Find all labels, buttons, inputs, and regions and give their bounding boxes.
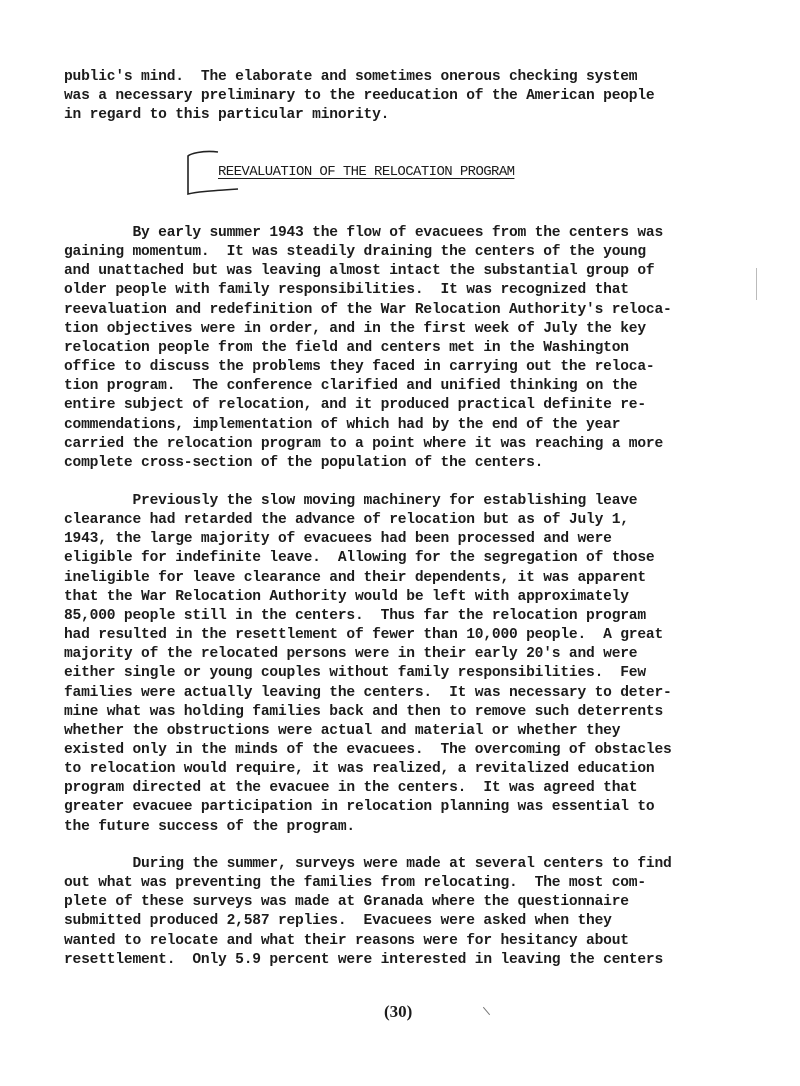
text-line: that the War Relocation Authority would be left with approximately xyxy=(64,588,629,605)
text-line: the future success of the program. xyxy=(64,818,355,835)
text-line: 85,000 people still in the centers. Thus far the relocation program xyxy=(64,607,646,624)
margin-mark xyxy=(756,268,757,300)
stray-mark xyxy=(483,1007,490,1015)
text-line: wanted to relocate and what their reasons were for hesitancy about xyxy=(64,932,629,949)
text-line: 1943, the large majority of evacuees had been processed and were xyxy=(64,531,612,548)
text-line: eligible for indefinite leave. Allowing for the segregation of those xyxy=(64,550,655,567)
text-line: public's mind. The elaborate and sometimes onerous checking system xyxy=(64,69,638,85)
text-line: reevaluation and redefinition of the War Relocation Authority's reloca- xyxy=(64,301,672,318)
text-line: tion program. The conference clarified and unified thinking on the xyxy=(64,378,638,395)
text-line: was a necessary preliminary to the reeducation of the American people xyxy=(64,88,655,105)
text-line: complete cross-section of the population of the centers. xyxy=(64,454,544,471)
text-line: whether the obstructions were actual and material or whether they xyxy=(64,722,621,739)
text-line: office to discuss the problems they faced in carrying out the reloca- xyxy=(64,359,655,376)
text-line: greater evacuee participation in relocation planning was essential to xyxy=(64,799,655,816)
text-line: clearance had retarded the advance of relocation but as of July 1, xyxy=(64,512,629,529)
text-line: relocation people from the field and centers met in the Washington xyxy=(64,339,629,356)
text-line: families were actually leaving the centers. It was necessary to deter- xyxy=(64,684,672,701)
section-heading: REEVALUATION OF THE RELOCATION PROGRAM xyxy=(218,164,515,180)
text-line: resettlement. Only 5.9 percent were interested in leaving the centers xyxy=(64,951,664,968)
text-line: existed only in the minds of the evacuees. The overcoming of obstacles xyxy=(64,741,672,758)
text-line: During the summer, surveys were made at several centers to find xyxy=(64,856,672,872)
text-line: and unattached but was leaving almost intact the substantial group of xyxy=(64,263,655,280)
text-line: older people with family responsibilities. It was recognized that xyxy=(64,282,629,299)
text-line: to relocation would require, it was realized, a revitalized education xyxy=(64,761,655,778)
text-line: commendations, implementation of which had by the end of the year xyxy=(64,416,621,433)
text-line: out what was preventing the families from relocating. The most com- xyxy=(64,875,646,892)
text-line: program directed at the evacuee in the centers. It was agreed that xyxy=(64,780,638,797)
text-line: By early summer 1943 the flow of evacuees from the centers was xyxy=(64,225,664,241)
text-line: majority of the relocated persons were in their early 20's and were xyxy=(64,646,638,663)
text-line: mine what was holding families back and then to remove such deterrents xyxy=(64,703,664,720)
text-line: Previously the slow moving machinery for establishing leave xyxy=(64,493,638,509)
text-line: carried the relocation program to a point where it was reaching a more xyxy=(64,435,664,452)
text-line: submitted produced 2,587 replies. Evacuees were asked when they xyxy=(64,913,612,930)
text-line: gaining momentum. It was steadily draining the centers of the young xyxy=(64,244,646,261)
text-line: entire subject of relocation, and it produced practical definite re- xyxy=(64,397,646,414)
text-line: ineligible for leave clearance and their dependents, it was apparent xyxy=(64,569,646,586)
text-line: in regard to this particular minority. xyxy=(64,107,390,124)
text-line: either single or young couples without family responsibilities. Few xyxy=(64,665,646,682)
page-number: (30) xyxy=(384,1002,413,1021)
text-line: tion objectives were in order, and in the first week of July the key xyxy=(64,320,646,337)
text-line: plete of these surveys was made at Granada where the questionnaire xyxy=(64,894,629,911)
text-line: had resulted in the resettlement of fewer than 10,000 people. A great xyxy=(64,627,664,644)
